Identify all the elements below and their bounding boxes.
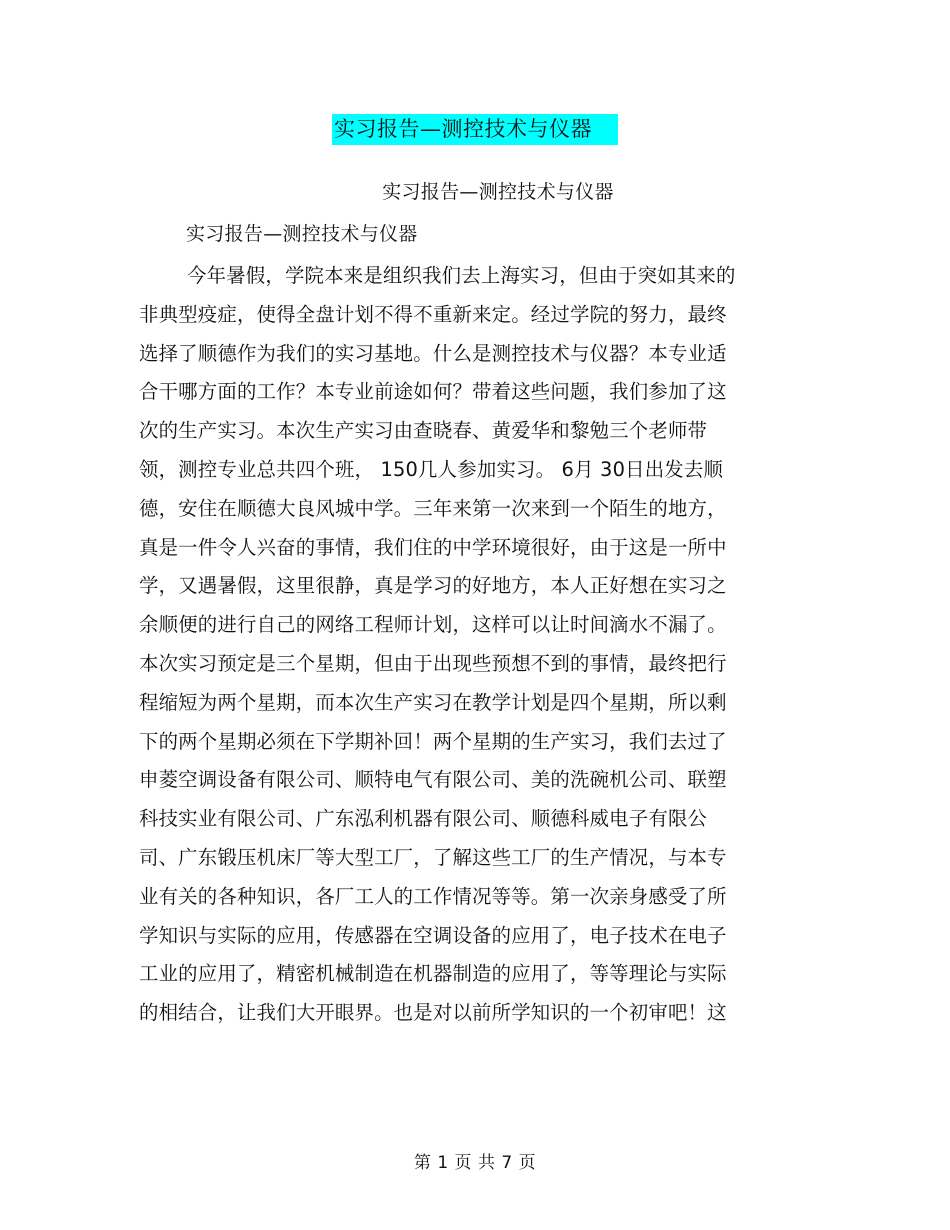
body-line: 次的生产实习。本次生产实习由查晓春、黄爱华和黎勉三个老师带 bbox=[139, 419, 708, 443]
section-heading: 实习报告—测控技术与仪器 bbox=[186, 223, 418, 245]
body-line: 余顺便的进行自己的网络工程师计划，这样可以让时间滴水不漏了。 bbox=[139, 613, 727, 637]
body-line: 本次实习预定是三个星期，但由于出现些预想不到的事情，最终把行 bbox=[139, 651, 727, 675]
page-number: 第 1 页 共 7 页 bbox=[413, 1153, 537, 1173]
body-line: 合干哪方面的工作？本专业前途如何？带着这些问题，我们参加了这 bbox=[139, 380, 727, 404]
body-line: 非典型疫症，使得全盘计划不得不重新来定。经过学院的努力，最终 bbox=[139, 302, 727, 326]
body-line: 业有关的各种知识，各厂工人的工作情况等等。第一次亲身感受了所 bbox=[139, 884, 727, 908]
body-line: 真是一件令人兴奋的事情，我们住的中学环境很好，由于这是一所中 bbox=[139, 535, 727, 559]
body-line: 司、广东锻压机床厂等大型工厂，了解这些工厂的生产情况，与本专 bbox=[139, 845, 727, 869]
body-line: 领，测控专业总共四个班， 150几人参加实习。 6月 30日出发去顺 bbox=[139, 457, 724, 481]
body-line: 申菱空调设备有限公司、顺特电气有限公司、美的洗碗机公司、联塑 bbox=[139, 768, 727, 792]
body-line: 科技实业有限公司、广东泓利机器有限公司、顺德科威电子有限公 bbox=[139, 807, 708, 831]
body-line: 学，又遇暑假，这里很静，真是学习的好地方，本人正好想在实习之 bbox=[139, 574, 727, 598]
body-line: 的相结合，让我们大开眼界。也是对以前所学知识的一个初审吧！这 bbox=[139, 1001, 727, 1025]
body-text bbox=[139, 260, 779, 1036]
document-title: 实习报告—测控技术与仪器 bbox=[332, 114, 618, 145]
body-line: 下的两个星期必须在下学期补回！两个星期的生产实习，我们去过了 bbox=[139, 729, 727, 753]
title-container bbox=[0, 114, 950, 145]
document-subtitle: 实习报告—测控技术与仪器 bbox=[382, 181, 614, 203]
body-line: 德，安住在顺德大良风城中学。三年来第一次来到一个陌生的地方， bbox=[139, 496, 727, 520]
body-line: 工业的应用了，精密机械制造在机器制造的应用了，等等理论与实际 bbox=[139, 962, 727, 986]
body-line: 学知识与实际的应用，传感器在空调设备的应用了，电子技术在电子 bbox=[139, 923, 727, 947]
body-line: 选择了顺德作为我们的实习基地。什么是测控技术与仪器？本专业适 bbox=[139, 341, 727, 365]
body-line: 今年暑假，学院本来是组织我们去上海实习，但由于突如其来的 bbox=[187, 264, 736, 287]
body-line: 程缩短为两个星期，而本次生产实习在教学计划是四个星期，所以剩 bbox=[139, 690, 727, 714]
